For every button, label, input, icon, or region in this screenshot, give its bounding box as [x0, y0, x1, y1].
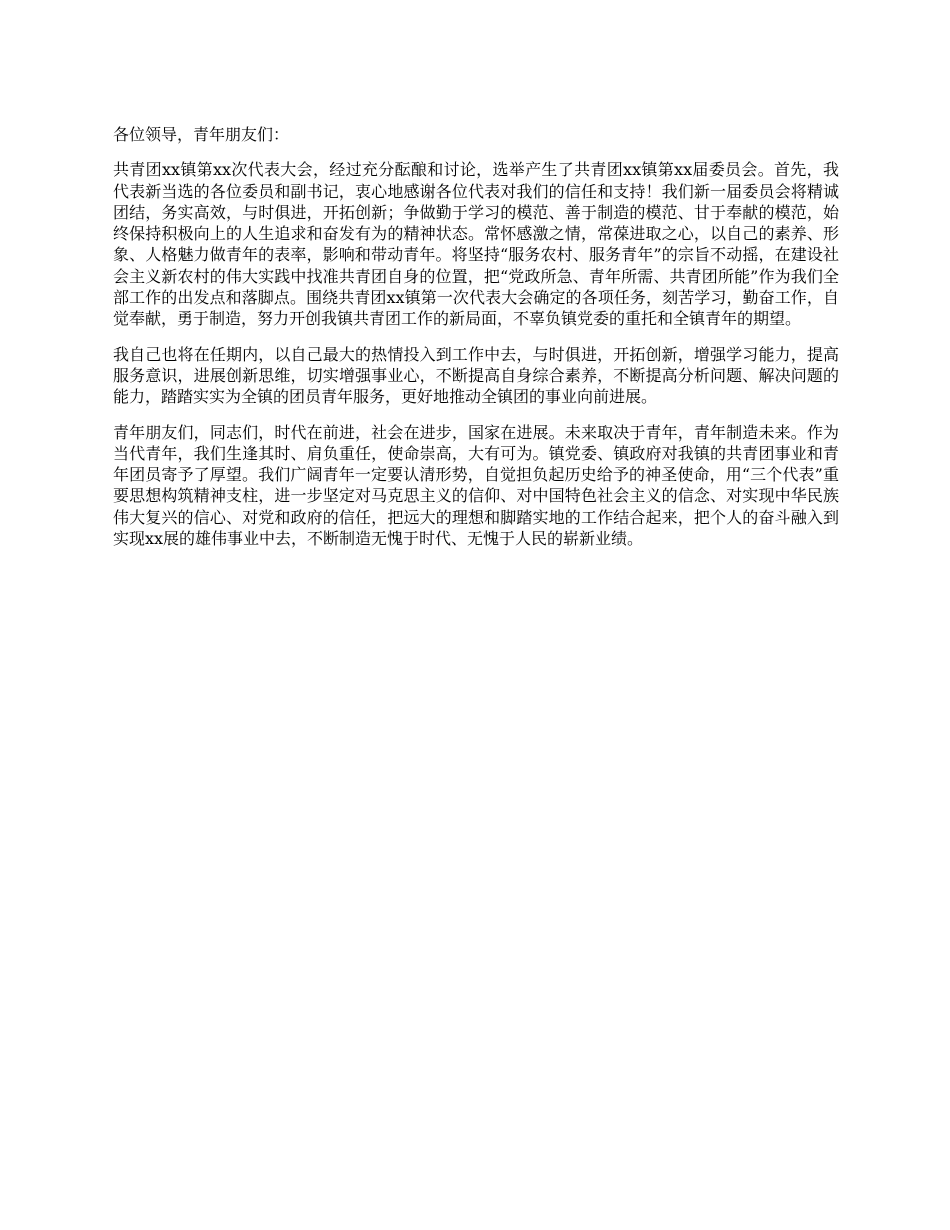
- paragraph-1: 共青团xx镇第xx次代表大会，经过充分酝酿和讨论，选举产生了共青团xx镇第xx届委员会。首先，我代表新当选的各位委员和副书记，衷心地感谢各位代表对我们的信任和支持！我们新一届委员会将精诚团结，务实高效，与时俱进，开拓创新；争做勤于学习的模范、善于制造的模范、甘于奉献的模范，始终保持积极向上的人生追求和奋发有为的精神状态。常怀感激之情，常葆进取之心，以自己的素养、形象、人格魅力做青年的表率，影响和带动青年。将坚持“服务农村、服务青年”的宗旨不动摇，在建设社会主义新农村的伟大实践中找准共青团自身的位置，把“党政所急、青年所需、共青团所能”作为我们全部工作的出发点和落脚点。围绕共青团xx镇第一次代表大会确定的各项任务，刻苦学习，勤奋工作，自觉奉献，勇于制造，努力开创我镇共青团工作的新局面，不辜负镇党委的重托和全镇青年的期望。: [113, 160, 839, 329]
- paragraph-2: 我自己也将在任期内，以自己最大的热情投入到工作中去，与时俱进，开拓创新，增强学习能力，提高服务意识，进展创新思维，切实增强事业心，不断提高自身综合素养，不断提高分析问题、解决问题的能力，踏踏实实为全镇的团员青年服务，更好地推动全镇团的事业向前进展。: [113, 344, 839, 407]
- paragraph-3: 青年朋友们，同志们，时代在前进，社会在进步，国家在进展。未来取决于青年，青年制造未来。作为当代青年，我们生逢其时、肩负重任，使命崇高，大有可为。镇党委、镇政府对我镇的共青团事业和青年团员寄予了厚望。我们广阔青年一定要认清形势，自觉担负起历史给予的神圣使命，用“三个代表”重要思想构筑精神支柱，进一步坚定对马克思主义的信仰、对中国特色社会主义的信念、对实现中华民族伟大复兴的信心、对党和政府的信任，把远大的理想和脚踏实地的工作结合起来，把个人的奋斗融入到实现xx展的雄伟事业中去，不断制造无愧于时代、无愧于人民的崭新业绩。: [113, 422, 839, 549]
- greeting: 各位领导，青年朋友们：: [113, 125, 290, 144]
- document-page: [113, 124, 839, 563]
